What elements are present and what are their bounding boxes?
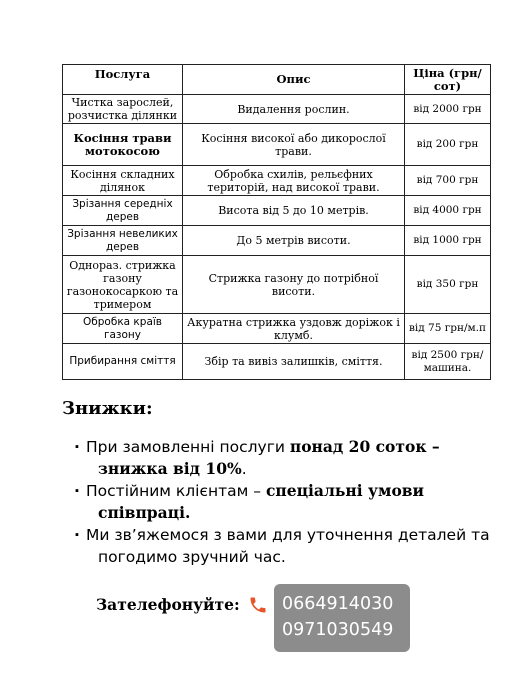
discount-item-volume bbox=[74, 436, 510, 480]
table-row bbox=[63, 256, 491, 314]
header-description: Опис bbox=[183, 65, 405, 95]
row-price: від 2000 грн bbox=[405, 95, 491, 124]
discount-text: . bbox=[241, 460, 247, 478]
header-price: Ціна (грн/ сот) bbox=[405, 65, 491, 95]
row-service: Зрізання середніх дерев bbox=[63, 196, 183, 226]
table-row bbox=[63, 226, 491, 256]
bullet-icon: · bbox=[74, 482, 80, 500]
row-description: Збір та вивіз залишків, сміття. bbox=[183, 344, 405, 380]
bullet-icon: · bbox=[74, 526, 80, 544]
row-service: Прибирання сміття bbox=[63, 344, 183, 380]
discount-highlight: спеціальні умови bbox=[265, 481, 425, 500]
discount-text: погодимо зручний час. bbox=[98, 548, 286, 566]
phone-number-1[interactable]: 0664914030 bbox=[282, 594, 394, 614]
row-price: від 75 грн/м.п bbox=[405, 314, 491, 344]
row-description: Висота від 5 до 10 метрів. bbox=[183, 196, 405, 226]
bullet-icon: · bbox=[74, 438, 80, 456]
row-description: До 5 метрів висоти. bbox=[183, 226, 405, 256]
row-description: Косіння високої або дикорослої трави. bbox=[183, 124, 405, 166]
discount-text: При замовленні послуги bbox=[86, 438, 290, 456]
discount-highlight: співпраці. bbox=[98, 503, 191, 522]
row-price: від 4000 грн bbox=[405, 196, 491, 226]
table-header-row bbox=[63, 65, 491, 95]
discount-text: Постійним клієнтам – bbox=[86, 482, 266, 500]
row-service: Чистка зарослей, розчистка ділянки bbox=[63, 95, 183, 124]
row-description: Стрижка газону до потрібної висоти. bbox=[183, 256, 405, 314]
table-row bbox=[63, 344, 491, 380]
header-service: Послуга bbox=[63, 65, 183, 95]
row-description: Обробка схилів, рельєфних територій, над високої трави. bbox=[183, 166, 405, 196]
discounts-title: Знижки: bbox=[62, 398, 153, 419]
row-price: від 200 грн bbox=[405, 124, 491, 166]
table-row bbox=[63, 166, 491, 196]
row-service: Обробка країв газону bbox=[63, 314, 183, 344]
discount-item-regular-clients bbox=[74, 480, 510, 524]
discount-list bbox=[74, 436, 510, 568]
call-label: Зателефонуйте: bbox=[96, 595, 240, 614]
row-description: Видалення рослин. bbox=[183, 95, 405, 124]
row-price: від 700 грн bbox=[405, 166, 491, 196]
phone-icon bbox=[248, 595, 268, 615]
row-price: від 2500 грн/ машина. bbox=[405, 344, 491, 380]
table-row bbox=[63, 196, 491, 226]
row-price: від 1000 грн bbox=[405, 226, 491, 256]
price-table bbox=[62, 64, 491, 380]
table-row bbox=[63, 95, 491, 124]
row-service: Косіння трави мотокосою bbox=[63, 124, 183, 166]
discount-highlight: знижка від 10% bbox=[98, 459, 242, 478]
phone-numbers-box bbox=[274, 584, 410, 652]
row-service: Зрізання невеликих дерев bbox=[63, 226, 183, 256]
row-service: Косіння складних ділянок bbox=[63, 166, 183, 196]
phone-number-2[interactable]: 0971030549 bbox=[282, 620, 394, 640]
row-price: від 350 грн bbox=[405, 256, 491, 314]
discount-text: Ми зв’яжемося з вами для уточнення деталей та bbox=[86, 526, 490, 544]
row-description: Акуратна стрижка уздовж доріжок і клумб. bbox=[183, 314, 405, 344]
discount-item-contact-note bbox=[74, 524, 510, 568]
row-service: Однораз. стрижка газону газонокосаркою та тримером bbox=[63, 256, 183, 314]
table-row bbox=[63, 124, 491, 166]
discount-highlight: понад 20 соток – bbox=[289, 437, 440, 456]
table-row bbox=[63, 314, 491, 344]
